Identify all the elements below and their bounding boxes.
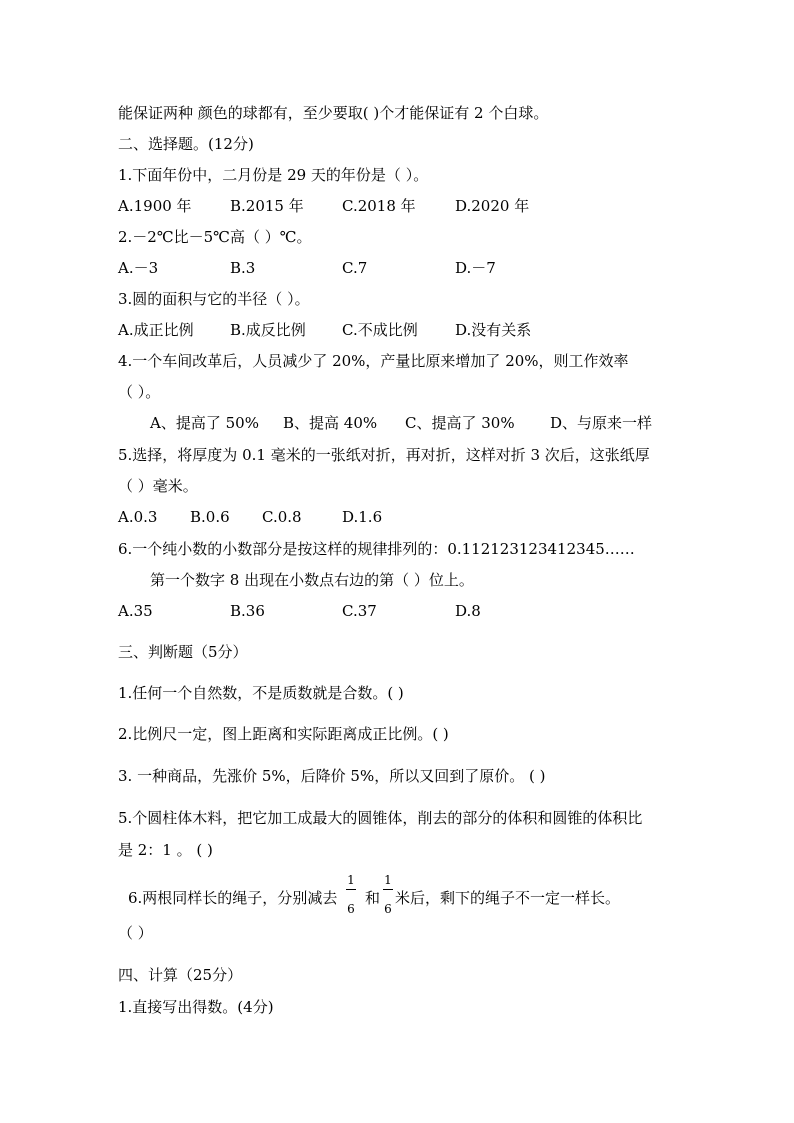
section2-heading: 二、选择题。(12分) <box>118 135 254 153</box>
s4-q1-text: 1.直接写出得数。(4分) <box>118 998 274 1016</box>
s3-q6-fraction1-numerator: 1 <box>347 873 355 887</box>
s2-q3-option-d: D.没有关系 <box>455 321 532 339</box>
section3-heading: 三、判断题（5分） <box>118 643 248 661</box>
s2-q2-option-c: C.7 <box>342 259 368 277</box>
s3-q6-fraction2-denominator: 6 <box>384 902 392 916</box>
s3-q6-text-cont: （ ） <box>118 924 153 942</box>
s3-q5-text: 5.个圆柱体木料，把它加工成最大的圆锥体，削去的部分的体积和圆锥的体积比 <box>118 809 643 827</box>
s2-q5-option-d: D.1.6 <box>342 508 383 526</box>
s2-q2-option-b: B.3 <box>230 259 256 277</box>
s2-q5-text: 5.选择，将厚度为 0.1 毫米的一张纸对折，再对折，这样对折 3 次后，这张纸厚 <box>118 446 650 464</box>
s3-q6-text-part3: 米后，剩下的绳子不一定一样长。 <box>395 889 621 907</box>
s2-q3-option-c: C.不成比例 <box>342 321 418 339</box>
s3-q6-fraction2-bar <box>383 889 393 890</box>
s2-q4-option-a: A、提高了 50% <box>150 414 259 432</box>
s3-q6-text-part2: 和 <box>365 889 381 907</box>
s2-q1-option-c: C.2018 年 <box>342 197 416 215</box>
s3-q6-text-part1: 6.两根同样长的绳子，分别减去 <box>128 889 338 907</box>
s2-q3-text: 3.圆的面积与它的半径（ ）。 <box>118 290 310 308</box>
s3-q6-fraction2-numerator: 1 <box>384 873 392 887</box>
s2-q1-option-d: D.2020 年 <box>455 197 530 215</box>
s2-q6-option-c: C.37 <box>342 602 377 620</box>
s2-q3-option-a: A.成正比例 <box>118 321 194 339</box>
s2-q4-option-d: D、与原来一样 <box>550 414 653 432</box>
s2-q5-option-b: B.0.6 <box>190 508 230 526</box>
s2-q6-option-a: A.35 <box>118 602 153 620</box>
s2-q5-option-c: C.0.8 <box>262 508 302 526</box>
s3-q3-text: 3. 一种商品，先涨价 5%，后降价 5%，所以又回到了原价。 ( ) <box>118 767 546 785</box>
s2-q4-text-cont: （ ）。 <box>118 383 161 401</box>
s2-q6-option-b: B.36 <box>230 602 265 620</box>
s2-q1-text: 1.下面年份中，二月份是 29 天的年份是（ ）。 <box>118 166 429 184</box>
s3-q5-text-cont: 是 2：1 。 ( ) <box>118 841 213 859</box>
s3-q2-text: 2.比例尺一定，图上距离和实际距离成正比例。( ) <box>118 725 449 743</box>
s2-q6-text-cont: 第一个数字 8 出现在小数点右边的第（ ）位上。 <box>150 571 474 589</box>
s2-q2-option-d: D.－7 <box>455 259 496 277</box>
s2-q4-option-b: B、提高 40% <box>283 414 378 432</box>
s3-q6-fraction1-bar <box>346 889 356 890</box>
section4-heading: 四、计算（25分） <box>118 966 243 984</box>
s2-q5-text-cont: （ ）毫米。 <box>118 477 198 495</box>
s2-q2-option-a: A.－3 <box>118 259 159 277</box>
s2-q6-text: 6.一个纯小数的小数部分是按这样的规律排列的：0.112123123412345…… <box>118 540 635 558</box>
s2-q5-option-a: A.0.3 <box>118 508 158 526</box>
intro-line: 能保证两种 颜色的球都有，至少要取( )个才能保证有 2 个白球。 <box>118 104 549 122</box>
s2-q1-option-a: A.1900 年 <box>118 197 192 215</box>
s2-q1-option-b: B.2015 年 <box>230 197 304 215</box>
s2-q3-option-b: B.成反比例 <box>230 321 306 339</box>
s3-q6-fraction1-denominator: 6 <box>347 902 355 916</box>
s2-q2-text: 2.－2℃比－5℃高（ ）℃。 <box>118 228 312 246</box>
s2-q4-option-c: C、提高了 30% <box>405 414 515 432</box>
s2-q6-option-d: D.8 <box>455 602 481 620</box>
s3-q1-text: 1.任何一个自然数，不是质数就是合数。( ) <box>118 684 404 702</box>
s2-q4-text: 4.一个车间改革后，人员减少了 20%，产量比原来增加了 20%，则工作效率 <box>118 352 629 370</box>
